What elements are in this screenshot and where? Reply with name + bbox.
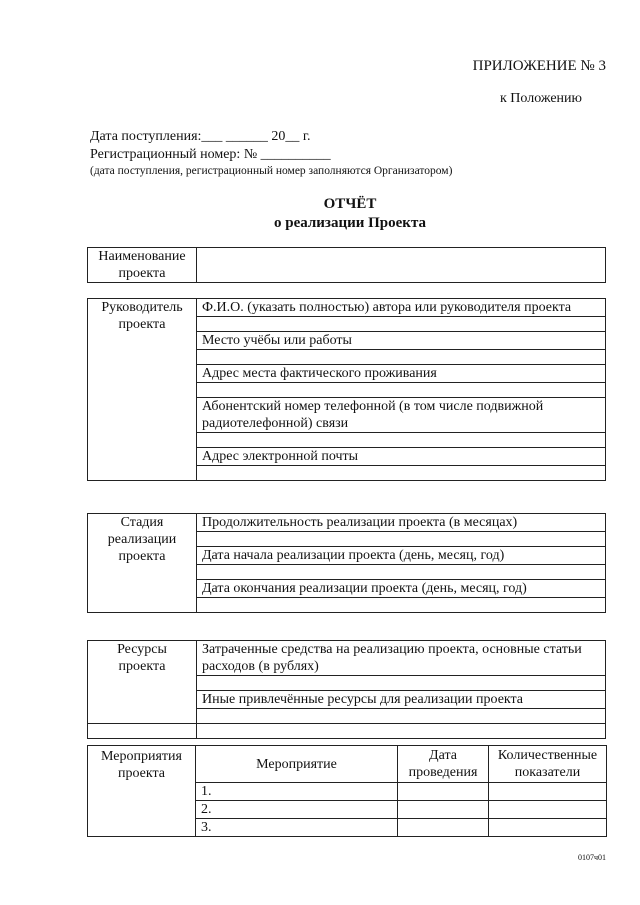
leader-email-input[interactable] <box>197 466 606 481</box>
stage-field-label: Дата окончания реализации проекта (день, месяц, год) <box>197 580 606 598</box>
registration-number-line: Регистрационный номер: № __________ <box>90 147 331 162</box>
resources-table <box>87 640 606 739</box>
event-metrics-cell[interactable] <box>489 783 607 801</box>
event-number[interactable]: 2. <box>196 801 398 819</box>
stage-start-input[interactable] <box>197 565 606 580</box>
events-col-header: Количественные показатели <box>489 746 607 783</box>
stage-table <box>87 513 606 613</box>
event-number[interactable]: 1. <box>196 783 398 801</box>
leader-field-label: Адрес места фактического проживания <box>197 365 606 383</box>
stage-duration-input[interactable] <box>197 532 606 547</box>
event-date-cell[interactable] <box>398 819 489 837</box>
resources-funds-input[interactable] <box>197 676 606 691</box>
event-date-cell[interactable] <box>398 783 489 801</box>
events-table <box>87 745 607 837</box>
leader-workplace-input[interactable] <box>197 350 606 365</box>
resources-extra-input[interactable] <box>197 724 606 739</box>
resources-other-input[interactable] <box>197 709 606 724</box>
report-title: ОТЧЁТ <box>323 196 377 212</box>
stage-end-input[interactable] <box>197 598 606 613</box>
leader-name-input[interactable] <box>197 317 606 332</box>
leader-field-label: Абонентский номер телефонной (в том числе подвижной радиотелефонной) связи <box>197 398 606 433</box>
regulation-reference: к Положению <box>499 91 582 106</box>
project-name-table <box>87 247 606 283</box>
event-number[interactable]: 3. <box>196 819 398 837</box>
leader-field-label: Ф.И.О. (указать полностью) автора или руководителя проекта <box>197 299 606 317</box>
stage-field-label: Дата начала реализации проекта (день, месяц, год) <box>197 547 606 565</box>
report-subtitle: о реализации Проекта <box>273 215 426 231</box>
stage-label: Стадия реализации проекта <box>88 514 197 613</box>
resources-label: Ресурсы проекта <box>88 641 197 724</box>
events-label: Мероприятия проекта <box>88 746 196 837</box>
events-col-header: Дата проведения <box>398 746 489 783</box>
resources-field-label: Иные привлечённые ресурсы для реализации проекта <box>197 691 606 709</box>
leader-address-input[interactable] <box>197 383 606 398</box>
leader-label: Руководитель проекта <box>88 299 197 481</box>
leader-field-label: Адрес электронной почты <box>197 448 606 466</box>
appendix-number: ПРИЛОЖЕНИЕ № 3 <box>472 58 606 74</box>
event-metrics-cell[interactable] <box>489 801 607 819</box>
project-name-field[interactable] <box>197 248 606 283</box>
receipt-date-line: Дата поступления:___ ______ 20__ г. <box>90 129 311 144</box>
organizer-note: (дата поступления, регистрационный номер заполняются Организатором) <box>90 165 453 177</box>
event-date-cell[interactable] <box>398 801 489 819</box>
events-col-header: Мероприятие <box>196 746 398 783</box>
resources-field-label: Затраченные средства на реализацию проекта, основные статьи расходов (в рублях) <box>197 641 606 676</box>
event-metrics-cell[interactable] <box>489 819 607 837</box>
document-code: 0107ч01 <box>577 853 606 862</box>
leader-phone-input[interactable] <box>197 433 606 448</box>
stage-field-label: Продолжительность реализации проекта (в месяцах) <box>197 514 606 532</box>
leader-field-label: Место учёбы или работы <box>197 332 606 350</box>
project-name-label: Наименование проекта <box>88 248 197 283</box>
leader-table <box>87 298 606 481</box>
resources-extra-label-cell <box>88 724 197 739</box>
